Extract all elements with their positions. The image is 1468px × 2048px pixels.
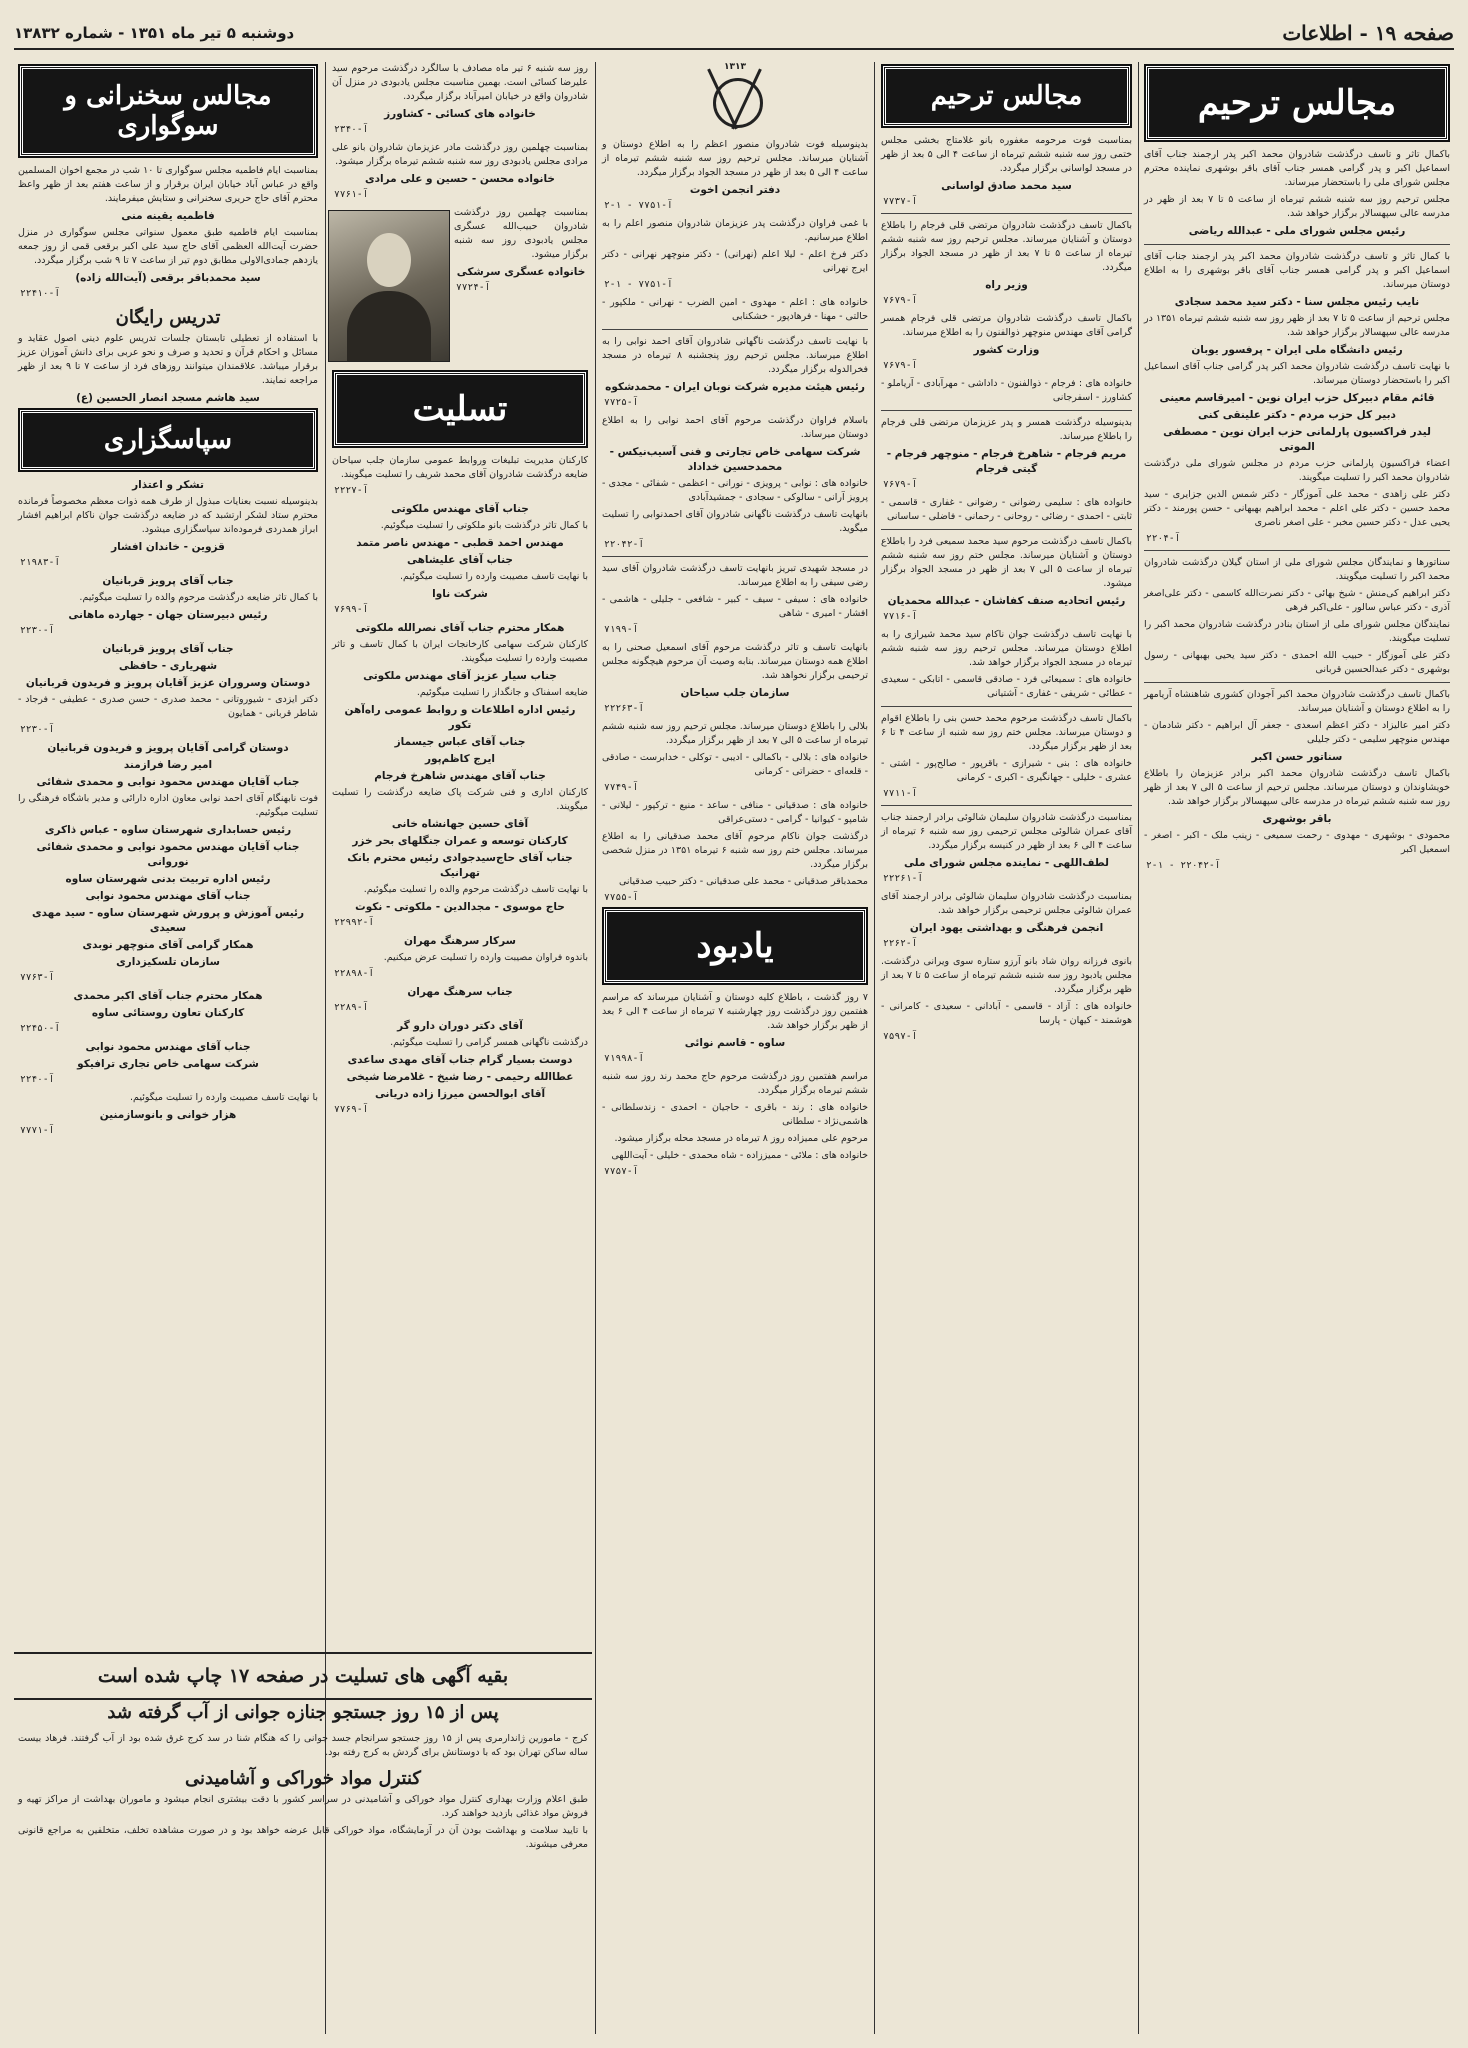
notice-text: با نهایت تاسف مصیبت وارده را تسلیت میگوئیم. [400,571,588,582]
notice-text: درگذشت جوان ناکام مرحوم آقای محمد صدقیانی را به اطلاع میرساند. مجلس ختم روز سه شنبه ۶ تیرماه ۱۳۵۱ در منزل شخصی برگزار میگردد. [602,831,868,870]
news-text: طبق اعلام وزارت بهداری کنترل مواد خوراکی و آشامیدنی در سراسر کشور با دقت بیشتری انجام میشود و ماموران بهداشت از مراکز تهیه و فروش مواد غذائی بازدید خواهند کرد. [18,1794,588,1819]
notice-text: بدینوسیله درگذشت همسر و پدر عزیزمان مرتضی قلی فرجام را باطلاع میرساند. [881,417,1132,442]
notice-text: بمناسبت درگذشت شادروان سلیمان شالوئی برادر ارجمند آقای عمران شالوئی مجلس ترحیمی برگزار خواهد شد. [881,891,1132,916]
notice-signature: عطاالله رحیمی - رضا شیخ - غلامرضا شیخی [346,1071,574,1083]
ad-code: آ-۷۷۲۴ [456,282,491,293]
names-list: خانواده های : اعلم - مهدوی - امین الضرب - نهرانی - ملکپور - حالتی - مهنا - فرهادپور - خشکنابی [602,297,868,322]
names-list: خانواده های : ملائی - ممیززاده - شاه محمدی - خلیلی - آیت‌اللهی [611,1150,868,1161]
notice-text: بمناسبت فوت مرحومه مغفوره بانو غلامتاج بخشی مجلس ختمی روز سه شنبه ششم تیرماه از ساعت ۴ الی ۵ بعد از ظهر در مسجد لواسانی برگزار میگردد. [881,135,1132,174]
ad-code: آ-۷۵۹۷ [883,1031,918,1042]
ad-code: آ-۷۶۹۹ [334,604,369,615]
news-article [14,1732,592,1855]
ad-code: آ-۷۱۹۹۸ [604,1053,645,1064]
notice-text: با غمی فراوان درگذشت پدر عزیزمان شادروان منصور اعلم را به اطلاع میرسانیم. [602,218,868,243]
ad-code: آ-۲۲۶۲ [883,938,918,949]
notice-signature: حاج موسوی - مجدالدین - ملکوتی - نکوت [355,901,565,913]
names-list: دکتر ایزدی - شیوروتانی - محمد صدری - حسن صدری - عطیفی - فرجاد - شاطر قربانی - همایون [18,694,318,719]
notice-signature: رئیس حسابداری شهرستان ساوه - عباس ذاکری [44,824,292,836]
names-list: خانواده های : سیفی - سیف - کبیر - شافعی - جلیلی - هاشمی - افشار - امیری - شاهی [602,594,868,619]
names-list: خانواده های : بنی - شیرازی - باقرپور - صالح‌پور - اشتی - عشری - خلیلی - جهانگیری - اکبری - کرمانی [881,758,1132,783]
ad-code: آ-۷۶۷۹ [883,479,918,490]
notice-text: با نهایت تاسف درگذشت ناگهانی شادروان آقای احمد نوابی را به اطلاع میرساند. مجلس ترحیم روز پنجشنبه ۸ تیرماه در مسجد فخرالدوله برگزار میگردد. [602,336,868,375]
divider [881,706,1132,707]
notice-text: باندوه فراوان مصیبت وارده را تسلیت عرض میکنیم. [383,952,588,963]
notice-text: بمناسبت چهلمین روز درگذشت شادروان حبیب‌الله عسگری مجلس یادبودی روز سه شنبه برگزار میشود. [454,207,588,260]
notice-text: باکمال تاسف درگذشت مرحوم سید محمد سمیعی فرد را باطلاع دوستان و آشنایان میرساند. مجلس ختم روز سه شنبه ششم تیرماه از ساعت ۵ الی ۷ بعد از ظهر در مسجد الجواد برگزار میشود. [881,536,1132,589]
ad-code: آ-۷۶۷۹ [883,295,918,306]
notice-text: بمناسبت ایام فاطمیه طبق معمول سنواتی مجلس سوگواری در منزل حضرت آیت‌الله العظمی آقای حاج سید علی اکبر برقعی قمی از روز جمعه یازدهم جمادی‌الاولی مطابق دوم تیر از ساعت ۷ تا ۹ شب برگزار میگردد. [18,227,318,266]
ad-code: آ-۲۲۰۴ [1146,533,1181,544]
emblem-year: ۱۳۱۳ [724,62,746,72]
ad-code: آ-۷۷۱۱ [883,788,918,799]
ad-code: آ-۷۷۷۱ [20,1125,55,1136]
ad-code: آ-۷۷۱۶ [883,611,918,622]
notice-text: بمناسبت ایام فاطمیه مجلس سوگواری تا ۱۰ شب در مجمع اخوان المسلمین واقع در عباس آباد خیابان ایران برقرار و از ساعت هفتم بعد از ظهر واعظ محترم آقای حاج حریری سخنرانی و ستایش میفرمایند. [18,165,318,204]
notice-signature: انجمن فرهنگی و بهداشتی یهود ایران [909,922,1104,934]
notice-text: بلالی را باطلاع دوستان میرساند. مجلس ترحیم روز سه شنبه ششم تیرماه از ساعت ۵ الی ۷ بعد از ظهر برگزار میگردد. [602,721,868,746]
masthead [14,18,1454,50]
notice-signature: خانواده های کسائی - کشاورز [384,108,536,120]
ad-code: آ-۷۷۶۳ [20,972,55,983]
notice-heading: جناب آقای مهندس محمود نوابی [85,1041,251,1053]
notice-signature: رئیس دانشگاه ملی ایران - پرفسور یوبان [1191,344,1403,356]
names-list: دکتر علی آموزگار - حبیب الله احمدی - دکتر سید یحیی بهبهانی - رسول بوشهری - دکتر عبدالحسین قربانی [1144,650,1450,675]
divider [602,556,868,557]
notice-text: بانهایت تاسف و تاثر درگذشت مرحوم آقای اسمعیل صحنی را به اطلاع همه دوستان میرساند. بنابه وصیت آن مرحوم هیچگونه مجلس ترحیمی برگزار نخواهد شد. [602,642,868,681]
notice-signature: قزوین - خاندان افشار [111,541,225,553]
notice-text: بمناسبت درگذشت شادروان سلیمان شالوئی برادر ارجمند جناب آقای عمران شالوئی مجلس ترحیمی روز سه شنبه ۶ تیرماه از ساعت ۴ الی ۶ بعد از ظهر در کنیسه برگزار میگردد. [881,812,1133,851]
ad-code: آ-۲۲۸۹ [334,1002,369,1013]
ad-code: آ-۷۱۹۹ [604,624,639,635]
notice-signature: ایرج کاظم‌پور [424,753,496,765]
notice-text: باکمال تاسف درگذشت شادروان مرتضی قلی فرجام را باطلاع دوستان و آشنایان میرساند. مجلس ترحیم روز سه شنبه ششم تیرماه از ساعت ۵ تا ۷ بعد از ظهر در مسجد الجواد برگزار میگردد. [881,220,1132,273]
notice-heading: دوست بسیار گرام جناب آقای مهدی ساعدی [347,1054,573,1066]
notice-signature: رئیس مجلس شورای ملی - عبدالله ریاضی [1188,225,1406,237]
divider [602,329,868,330]
section-banner-sepasgozari: سپاسگزاری [20,410,316,470]
ad-code: آ-۲۲۲۶۱ [883,873,924,884]
notice-signature: وزارت کشور [973,344,1040,356]
notice-signature: سید محمد صادق لواسانی [941,180,1072,192]
notice-heading: آقای حسین جهانشاه خانی [391,818,529,830]
notice-heading: تشکر و اعتذار [132,479,204,491]
notice-signature: سید محمدباقر برقعی (آیت‌الله زاده) [75,272,261,284]
names-list: دکتر امیر عالیزاد - دکتر اعظم اسعدی - جعفر آل ابراهیم - دکتر شادمان - مهندس منوچهر سلیمی - دکتر جلیلی [1144,720,1450,745]
ad-code: آ-۲۲۹۹۲ [334,917,375,928]
notice-text: با نهایت تاسف درگذشت جوان ناکام سید محمد شیرازی را به اطلاع دوستان میرساند. مجلس ترحیم روز سه شنبه ششم تیرماه در مسجد الجواد برگزار خواهد شد. [881,629,1132,668]
issue-date: دوشنبه ۵ تیر ماه ۱۳۵۱ - شماره ۱۳۸۳۲ [14,24,295,42]
names-list: دکتر ابراهیم کی‌منش - شیخ بهائی - دکتر نصرت‌الله کاسمی - دکتر علی‌اصغر آذری - دکتر عباس سالور - علی‌اکبر فرهی [1144,588,1450,613]
names-list: دکتر علی زاهدی - محمد علی آموزگار - دکتر شمس الدین جزایری - سید محمد حسین - دکتر علی اعلم - محمد ابراهیم بهبهانی - حسن پورمند - دکتر یحیی عدل - دکتر حسین مخبر - علی اصغر ناصری [1144,489,1450,528]
news-headline: پس از ۱۵ روز جستجو جنازه جوانی از آب گرفته شد [107,1702,499,1723]
notice-text: با کمال تاثر درگذشت بانو ملکوتی را تسلیت میگوئیم. [380,520,588,531]
divider [1144,682,1450,683]
notice-signature: لیدر فراکسیون پارلمانی حزب ایران نوین - مصطفی الموتی [1163,426,1431,453]
names-list: خانواده های : بلالی - باکمالی - ادیبی - توکلی - خدابرست - صادقی - قلعه‌ای - حضراتی - کرمانی [602,752,868,777]
names-list: مریم فرجام - شاهرخ فرجام - منوچهر فرجام - گیتی فرجام [886,448,1127,475]
notice-signature: رئیس اداره اطلاعات و روابط عمومی راه‌آهن تکور [344,704,576,731]
names-list: خانواده های : رند - باقری - حاجیان - احمدی - زندسلطانی - هاشمی‌نژاد - سلطانی [602,1102,868,1127]
notice-signature: رئیس اتحادیه صنف کفاشان - عبدالله محمدیان [887,595,1126,607]
portrait-photo [328,210,450,362]
notice-heading: تدریس رایگان [115,307,221,328]
notice-signature: باقر بوشهری [1262,813,1332,825]
notice-text: اعضاء فراکسیون پارلمانی حزب مردم در مجلس شورای ملی درگذشت شادروان محمد اکبر را تسلیت میگویند. [1144,458,1450,483]
section-banner-tarhim: مجالس ترحیم [1146,66,1448,140]
ad-code: آ-۲۲۴۰ [20,1074,55,1085]
section-banner-tarhim: مجالس ترحیم [883,66,1130,126]
notice-heading: همکار محترم جناب آقای نصرالله ملکوتی [355,622,565,634]
ad-code: آ-۷۷۵۵ [604,892,639,903]
names-list: محمودی - بوشهری - مهدوی - رحمت سمیعی - زینب ملک - اکبر - اصغر - اسمعیل اکبر [1144,830,1450,855]
notice-heading: دوستان گرامی آقایان پرویز و فریدون قربانیان [47,742,289,754]
notice-signature: رئیس اداره تربیت بدنی شهرستان ساوه [65,873,271,885]
notice-text: فوت نابهنگام آقای احمد نوابی معاون اداره دارائی و مدیر باشگاه فرهنگی را تسلیت میگوئیم. [18,793,318,818]
notice-text: با نهایت تاسف مصیبت وارده را تسلیت میگوئیم. [130,1092,318,1103]
names-list: خانواده های : سمیعائی فرد - صادقی قاسمی - اتابکی - سعیدی - عطائی - شریفی - غفاری - آشتیانی [881,674,1132,699]
notice-signature: نایب رئیس مجلس سنا - دکتر سید محمد سجادی [1174,296,1420,308]
notice-text: سناتورها و نمایندگان مجلس شورای ملی از استان گیلان درگذشت شادروان محمد اکبر را تسلیت میگویند. [1144,557,1450,582]
notice-signature: سازمان جلب سیاحان [680,687,790,699]
column-rule [595,62,596,2034]
ad-code: آ-۷۷۶۹ [334,1104,369,1115]
association-emblem [695,62,775,132]
ad-code: آ-۲۲۰۴۲ [604,539,645,550]
notice-heading: همکار محترم جناب آقای اکبر محمدی [73,990,263,1002]
names-list: محمدباقر صدقیانی - محمد علی صدقیانی - دکتر حبیب صدقیانی [618,876,868,887]
ad-code: آ-۷۷۵۱ - ۱-۲ [604,279,673,290]
ad-code: آ-۲۳۴۰ [334,124,369,135]
notice-signature: رئیس دبیرستان جهان - جهارده ماهانی [68,609,268,621]
notice-signature: شرکت سهامی خاص تجاری ترافیکو [77,1058,259,1070]
portrait-body [347,291,431,361]
notice-text: باکمال تاسف درگذشت مرحوم محمد حسن بنی را باطلاع اقوام و دوستان میرساند. مجلس ختم روز سه شنبه از ساعت ۴ تا ۶ بعد از ظهر برگزار میگردد. [881,713,1132,752]
photo-notice [328,206,592,368]
notice-heading: فاطمیه یقینه منی [121,210,215,222]
column-rule [1138,62,1139,2034]
news-text: با تایید سلامت و بهداشت بودن آن در آزمایشگاه، مواد خوراکی قابل عرضه خواهد بود و در صورت مشاهده تخلف، متخلفین به مراجع قانونی معرفی میشوند. [18,1825,588,1850]
notice-signature: شرکت ناوا [432,588,488,600]
notice-text: در مسجد شهیدی تبریز بانهایت تاسف درگذشت شادروان آقای سید رضی سیفی را به اطلاع میرساند. [602,563,868,588]
notice-heading: جناب سیار عزیز آقای مهندس ملکوتی [363,670,557,682]
notice-heading: آقای ابوالحسن میرزا زاده دریانی [374,1088,546,1100]
notice-text: باکمال تاثر و تاسف درگذشت شادروان محمد اکبر پدر ارجمند جناب آقای اسماعیل اکبر و پدر گرامی همسر جناب آقای باقر بوشهری نماینده محترم مجلس شورای ملی را باستحضار میرساند. [1144,149,1450,188]
notice-text: بانهایت تاسف درگذشت ناگهانی شادروان آقای احمدنوابی را تسلیت میگوید. [602,509,868,534]
names-list: خانواده های : آزاد - قاسمی - آبادانی - سعیدی - کامرانی - هوشمند - کیهان - پارسا [881,1001,1132,1026]
notice-text: مرحوم علی ممیزاده روز ۸ تیرماه در مسجد محله برگزار میشود. [614,1133,868,1144]
notice-text: مجلس ترحیم روز سه شنبه ششم تیرماه از ساعت ۵ تا ۷ بعد از ظهر در مدرسه عالی سپهسالار برگزار خواهد شد. [1144,194,1450,219]
names-list: خانواده های : نوابی - پرویزی - نورانی - اعظمی - شفائی - مجدی - پرویز آرانی - سالوکی - سجادی - جمشیدآبادی [602,478,868,503]
notice-signature: دفتر انجمن اخوت [689,184,781,196]
notice-heading: آقای دکتر دوران دارو گر [397,1020,523,1032]
notice-heading: جناب آقای مهندس محمود نوابی [85,890,251,902]
ad-code: آ-۲۱۹۸۳ [20,557,61,568]
notice-text: کارکنان شرکت سهامی کارخانجات ایران با کمال تاسف و تاثر مصیبت وارده را تسلیت میگویند. [332,639,588,664]
ad-code: آ-۷۷۳۷ [883,196,918,207]
divider [881,410,1132,411]
notice-signature: دبیر کل حزب مردم - دکتر علینقی کنی [1198,409,1396,421]
notice-signature: لطف‌اللهی - نماینده مجلس شورای ملی [904,857,1109,869]
notice-signature: کارکنان توسعه و عمران جنگلهای بحر خزر [352,835,568,847]
notice-text: با نهایت تاسف درگذشت مرحوم والده را تسلیت میگوئیم. [363,884,588,895]
notice-text: کارکنان اداری و فنی شرکت پاک ضایعه درگذشت را تسلیت میگویند. [332,787,588,812]
divider [881,529,1132,530]
ad-code: آ-۲۲۳۰ [20,625,55,636]
notice-signature: قائم مقام دبیرکل حزب ایران نوین - امیرقاسم معینی [1159,392,1435,404]
notice-text: بانوی فرزانه روان شاد بانو آرزو ستاره سوی ویرانی درگذشت. مجلس یادبود روز سه شنبه ششم تیرماه از ساعت ۵ تا ۷ بعد از ظهر برگزار میگردد. [881,956,1133,995]
news-headline-2: کنترل مواد خوراکی و آشامیدنی [185,1768,421,1789]
divider [1144,244,1450,245]
notice-signature: شرکت سهامی خاص تجارتی و فنی آسیب‌نیکس - محمدحسین خداداد [609,446,861,473]
notice-text: بدینوسیله فوت شادروان منصور اعظم را به اطلاع دوستان و آشنایان میرساند. مجلس ترحیم روز سه شنبه ششم تیرماه از ساعت ۴ الی ۵ بعد از ظهر در مسجد الجواد برگزار میگردد. [602,139,868,178]
divider [1144,550,1450,551]
names-list: دکتر فرخ اعلم - لیلا اعلم (نهرانی) - دکتر منوچهر نهرانی - دکتر ایرج نهرانی [602,249,868,274]
notice-text: مجلس ترحیم از ساعت ۵ تا ۷ بعد از ظهر روز سه شنبه ششم تیرماه ۱۳۵۱ در مدرسه عالی سپهسالار برگزار خواهد شد. [1144,313,1450,338]
column-4 [328,62,592,1648]
notice-signature: سازمان تلسکیزداری [116,956,220,968]
notice-signature: سناتور حسن اکبر [1251,751,1343,763]
notice-signature: کارکنان تعاون روستائی ساوه [91,1007,245,1019]
ad-code: آ-۷۷۴۹ [604,782,639,793]
ad-code: آ-۲۲۲۶۳ [604,703,645,714]
names-list: خانواده های : فرجام - ذوالفنون - داداشی - مهرآبادی - آریاملو - کشاورز - اسفرجانی [881,378,1132,403]
photo-notice-text [450,206,592,368]
notice-text: با استفاده از تعطیلی تابستان جلسات تدریس علوم دینی اصول عقاید و مسائل و احکام قرآن و تحدید و صرف و نحو عربی برای دانش آموزان عزیز برقرار میباشد. علاقمندان میتوانند روزهای فرد از ساعت ۷ تا ۹ بعد از ظهر مراجعه نمایند. [18,333,319,386]
news-text: کرج - مامورین ژاندارمری پس از ۱۵ روز جستجو سرانجام جسد جوانی را که هنگام شنا در سد کرج غرق شده بود از آب گرفتند. فرهاد بیست ساله ساکن تهران بود که با دوستانش برای گردش به کرج رفته بود. [18,1733,588,1758]
notice-heading: جناب آقای پرویز قربانیان [102,643,234,655]
notice-text: بدینوسیله نسبت بعنایات مبذول از طرف همه ذوات معظم مخصوصاً فرمانده محترم ستاد لشکر ارتشبد که در ضایعه درگذشت جوان ناکام ابراهیم افشار ابراز همدردی فرموده‌اند سپاسگزاری میشود. [18,496,318,535]
notice-text: درگذشت ناگهانی همسر گرامی را تسلیت میگوئیم. [390,1037,588,1048]
ad-code: آ-۲۲۲۷ [334,485,369,496]
notice-text: مراسم هفتمین روز درگذشت مرحوم حاج محمد رند روز سه شنبه ششم تیرماه برگزار میگردد. [602,1071,868,1096]
ad-code: آ-۲۲۰۴۲ - ۱-۲ [1146,860,1221,871]
ad-code: آ-۷۷۶۱ [334,189,369,200]
notice-text: روز سه شنبه ۶ تیر ماه مصادف با سالگرد درگذشت مرحوم سید علیرضا کسائی است. بهمین مناسبت مجلس یادبودی در منزل آن شادروان واقع در خیابان امیرآباد برگزار میگردد. [332,63,588,102]
notice-heading: جناب آقایان مهندس محمود نوابی و محمدی شفائی نوروانی [36,841,300,868]
section-banner-sokhanrani: مجالس سخنرانی و سوگواری [20,66,316,156]
notice-text: نمایندگان مجلس شورای ملی از استان بنادر درگذشت شادروان محمد اکبر را تسلیت میگویند. [1144,619,1450,644]
ad-code: آ-۷۷۲۵ [604,397,639,408]
ad-code: آ-۲۲۸۹۸ [334,968,375,979]
notice-text: باسلام فراوان درگذشت مرحوم آقای احمد نوابی را به اطلاع دوستان میرساند. [602,415,868,440]
notice-heading: جناب آقایان مهندس محمود نوابی و محمدی شفائی [36,776,300,788]
notice-signature: امیر رضا فرازمند [123,759,213,771]
notice-heading: جناب آقای عباس جیسماز [394,736,526,748]
notice-text: ۷ روز گذشت ، باطلاع کلیه دوستان و آشنایان میرساند که مراسم هفتمین روز درگذشت روز چهارشنبه ۷ تیرماه از ساعت ۴ الی ۶ بعد از ظهر برگزار خواهد شد. [602,992,869,1031]
notice-heading: جناب آقای پرویز قربانیان [102,575,234,587]
notice-heading: جناب آقای علیشاهی [407,554,513,566]
notice-heading: جناب سرهنگ مهران [407,986,513,998]
divider [881,805,1132,806]
section-banner-yadbud: یادبود [604,909,866,983]
notice-text: با کمال تاثر ضایعه درگذشت مرحوم والده را تسلیت میگوئیم. [79,592,318,603]
notice-heading: جناب آقای حاج‌سید‌جوادی رئیس محترم بانک تهرانیک [347,852,573,879]
notice-signature: ساوه - قاسم نوائی [684,1037,786,1049]
notice-heading: سرکار سرهنگ مهران [404,935,516,947]
notice-signature: مهندس احمد قطبی - مهندس ناصر متمد [356,537,564,549]
notice-text: باکمال تاسف درگذشت شادروان محمد اکبر برادر عزیزمان را باطلاع خویشاوندان و دوستان میرساند. مجلس ترحیم از ساعت ۵ الی ۷ بعد از ظهر روز سه شنبه ششم تیرماه در مدرسه عالی سپهسالار برگزار خواهد شد. [1144,768,1450,807]
ad-code: آ-۲۲۴۵۰ [20,1023,61,1034]
notice-text: با کمال تاثر و تاسف درگذشت شادروان محمد اکبر پدر ارجمند جناب آقای اسماعیل اکبر و پدر گرامی همسر جناب آقای باقر بوشهری را به اطلاع دوستان میرساند. [1144,251,1450,290]
notice-heading: جناب آقای مهندس ملکوتی [391,503,529,515]
notice-signature: هزار خوانی و بانوسازمنین [99,1109,237,1121]
notice-heading: همکار گرامی آقای منوچهر نوبدی [82,939,254,951]
column-2 [877,62,1136,2034]
notice-signature: سید هاشم مسجد انصار الحسین (ع) [76,392,260,404]
ad-code: آ-۷۶۷۹ [883,360,918,371]
notice-signature: خانواده عسگری سرشکی [456,266,586,278]
notice-heading: دوستان وسروران عزیز آقایان پرویز و فریدون قربانیان [25,677,311,689]
column-5 [14,62,322,1648]
names-list: خانواده های : سلیمی رضوانی - رضوانی - غفاری - قاسمی - ثابتی - احمدی - رضائی - روحانی - رحمانی - فاضلی - ساسانی [881,497,1132,522]
continued-notice-box: بقیه آگهی های تسلیت در صفحه ۱۷ چاپ شده است [14,1652,592,1700]
notice-heading: جناب آقای مهندس شاهرخ فرجام [374,770,546,782]
portrait-head [367,233,411,287]
notice-signature: وزیر راه [985,279,1028,291]
ad-code: آ-۲۲۴۱۰ [20,288,61,299]
column-rule [874,62,875,2034]
notice-text: بمناسبت چهلمین روز درگذشت مادر عزیزمان شادروان بانو علی مرادی مجلس یادبودی روز سه شنبه ششم تیرماه برگزار میشود. [332,142,588,167]
notice-signature: رئیس آموزش و پرورش شهرستان ساوه - سید مهدی سعیدی [31,907,305,934]
divider [881,213,1132,214]
notice-text: باکمال تاسف درگذشت شادروان محمد اکبر آجودان کشوری شاهنشاه آریامهر را به اطلاع دوستان و آشنایان میرساند. [1144,689,1450,714]
ad-code: آ-۷۷۵۷ [604,1166,639,1177]
page-title: صفحه ۱۹ - اطلاعات [1282,21,1454,45]
notice-text: باکمال تاسف درگذشت شادروان مرتضی قلی فرجام همسر گرامی آقای مهندس منوچهر ذوالفنون را به اطلاع میرساند. [881,313,1132,338]
notice-signature: رئیس هیئت مدیره شرکت نوبان ایران - محمدشکوه [605,381,865,393]
notice-signature: خانواده محسن - حسین و علی مرادی [365,173,555,185]
column-3 [598,62,872,2034]
section-banner-taslit: تسلیت [334,372,586,446]
ad-code: آ-۷۷۵۱ - ۱-۲ [604,200,673,211]
names-list: خانواده های : صدقیانی - منافی - ساعد - منیع - ترکپور - لیلانی - شامپو - کیوانیا - گرامی - دستی‌عراقی [602,800,868,825]
notice-text: ضایعه اسفناک و جانگداز را تسلیت میگوئیم. [416,687,588,698]
notice-signature: شهریاری - حافظی [118,660,218,672]
notice-text: کارکنان مدیریت تبلیغات وروابط عمومی سازمان جلب سیاحان ضایعه درگذشت شادروان آقای محمد شریف را تسلیت میگویند. [332,455,588,480]
column-1 [1140,62,1454,2034]
notice-text: با نهایت تاسف درگذشت شادروان محمد اکبر پدر گرامی جناب آقای اسماعیل اکبر را باستحضار دوستان میرساند. [1144,361,1450,386]
ad-code: آ-۲۲۳۰ [20,724,55,735]
